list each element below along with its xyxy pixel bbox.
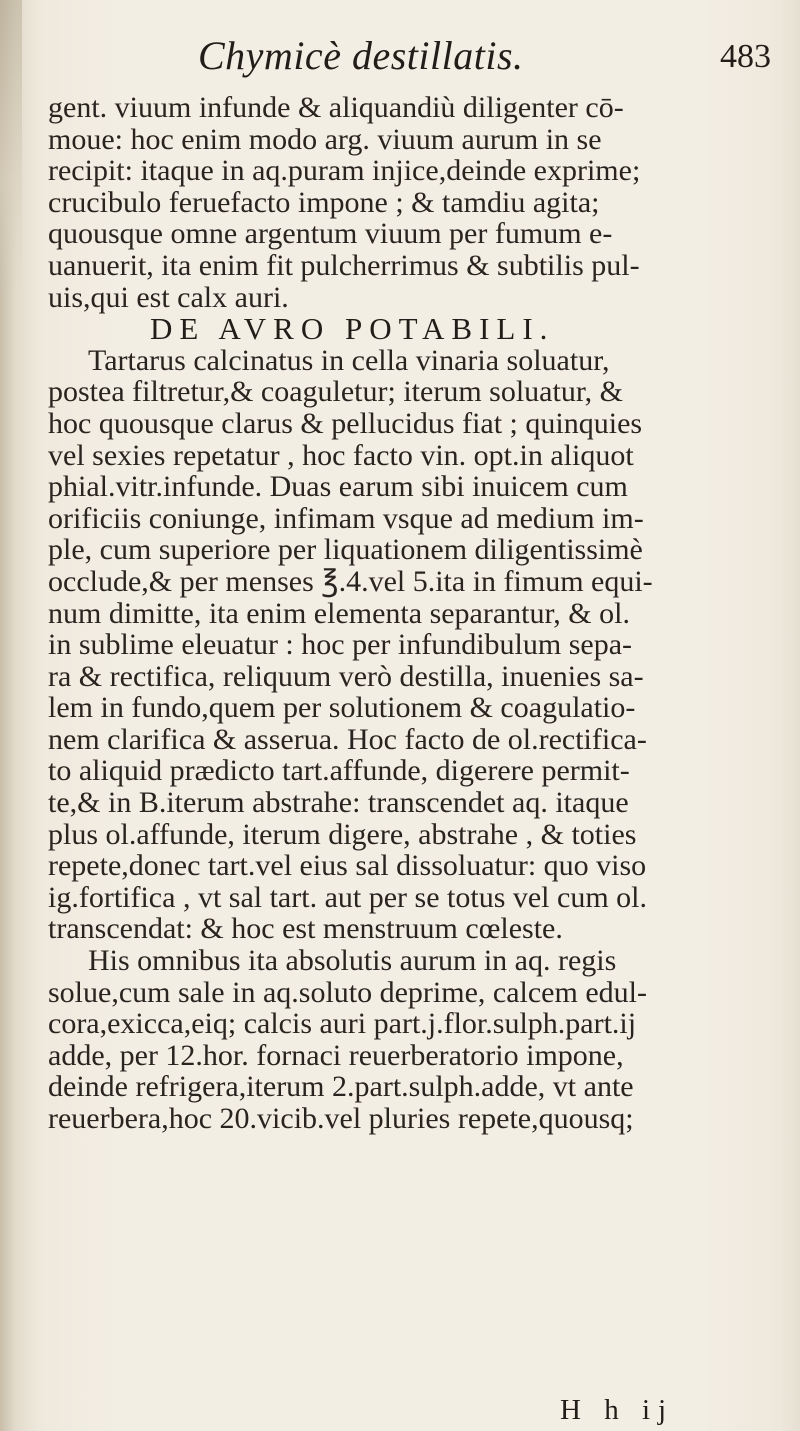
text-line: ra & rectifica, reliquum verò destilla, inuenies sa- [48,659,644,693]
text-line: cora,exicca,eiq; calcis auri part.j.flor.sulph.part.ij [48,1007,637,1041]
text-line: quousque omne argentum viuum per fumum e- [48,217,613,251]
page-number: 483 [720,38,771,75]
text-line: to aliquid prædicto tart.affunde, digerere permit- [48,754,630,788]
text-line: postea filtretur,& coaguletur; iterum soluatur, & [48,375,623,409]
text-line: nem clarifica & asserua. Hoc facto de ol.rectifica- [48,722,647,756]
text-line: moue: hoc enim modo arg. viuum aurum in se [48,122,602,156]
text-line: adde, per 12.hor. fornaci reuerberatorio impone, [48,1038,624,1072]
text-line: uis,qui est calx auri. [48,280,289,314]
text-line: uanuerit, ita enim fit pulcherrimus & subtilis pul- [48,248,640,282]
text-line: lem in fundo,quem per solutionem & coagulatio- [48,691,636,725]
text-line: vel sexies repetatur , hoc facto vin. opt.in aliquot [48,438,634,472]
text-block [48,92,788,1135]
section-heading: DE AVRO POTABILI. [150,311,555,347]
text-line: ig.fortifica , vt sal tart. aut per se totus vel cum ol. [48,880,648,914]
signature-mark: H h ij [560,1394,675,1426]
text-line: phial.vitr.infunde. Duas earum sibi inuicem cum [48,470,628,504]
text-line: deinde refrigera,iterum 2.part.sulph.adde, vt ante [48,1070,634,1104]
text-line: num dimitte, ita enim elementa separantur, & ol. [48,596,630,630]
text-line: reuerbera,hoc 20.vicib.vel pluries repete,quousq; [48,1102,634,1135]
text-line: orificiis coniunge, infimam vsque ad medium im- [48,501,644,535]
text-line: plus ol.affunde, iterum digere, abstrahe , & toties [48,817,637,851]
text-line: repete,donec tart.vel eius sal dissoluatur: quo viso [48,849,647,883]
running-head: Chymicè destillatis. [198,33,524,78]
text-line: gent. viuum infunde & aliquandiù diligenter cō- [48,91,624,124]
text-line: Tartarus calcinatus in cella vinaria soluatur, [88,343,610,377]
text-line: ple, cum superiore per liquationem diligentissimè [48,533,643,567]
page-header [0,28,800,84]
text-line: transcendat: & hoc est menstruum cœleste. [48,912,563,946]
text-line: te,& in B.iterum abstrahe: transcendet aq. itaque [48,786,629,820]
text-line: solue,cum sale in aq.soluto deprime, calcem edul- [48,975,647,1009]
text-line: crucibulo feruefacto impone ; & tamdiu agita; [48,185,600,219]
text-line: hoc quousque clarus & pellucidus fiat ; quinquies [48,406,643,440]
text-line: occlude,& per menses ℥.4.vel 5.ita in fimum equi- [48,564,653,598]
text-line: recipit: itaque in aq.puram injice,deinde exprime; [48,154,641,188]
text-line: His omnibus ita absolutis aurum in aq. regis [88,944,617,978]
text-line: in sublime eleuatur : hoc per infundibulum sepa- [48,628,633,662]
